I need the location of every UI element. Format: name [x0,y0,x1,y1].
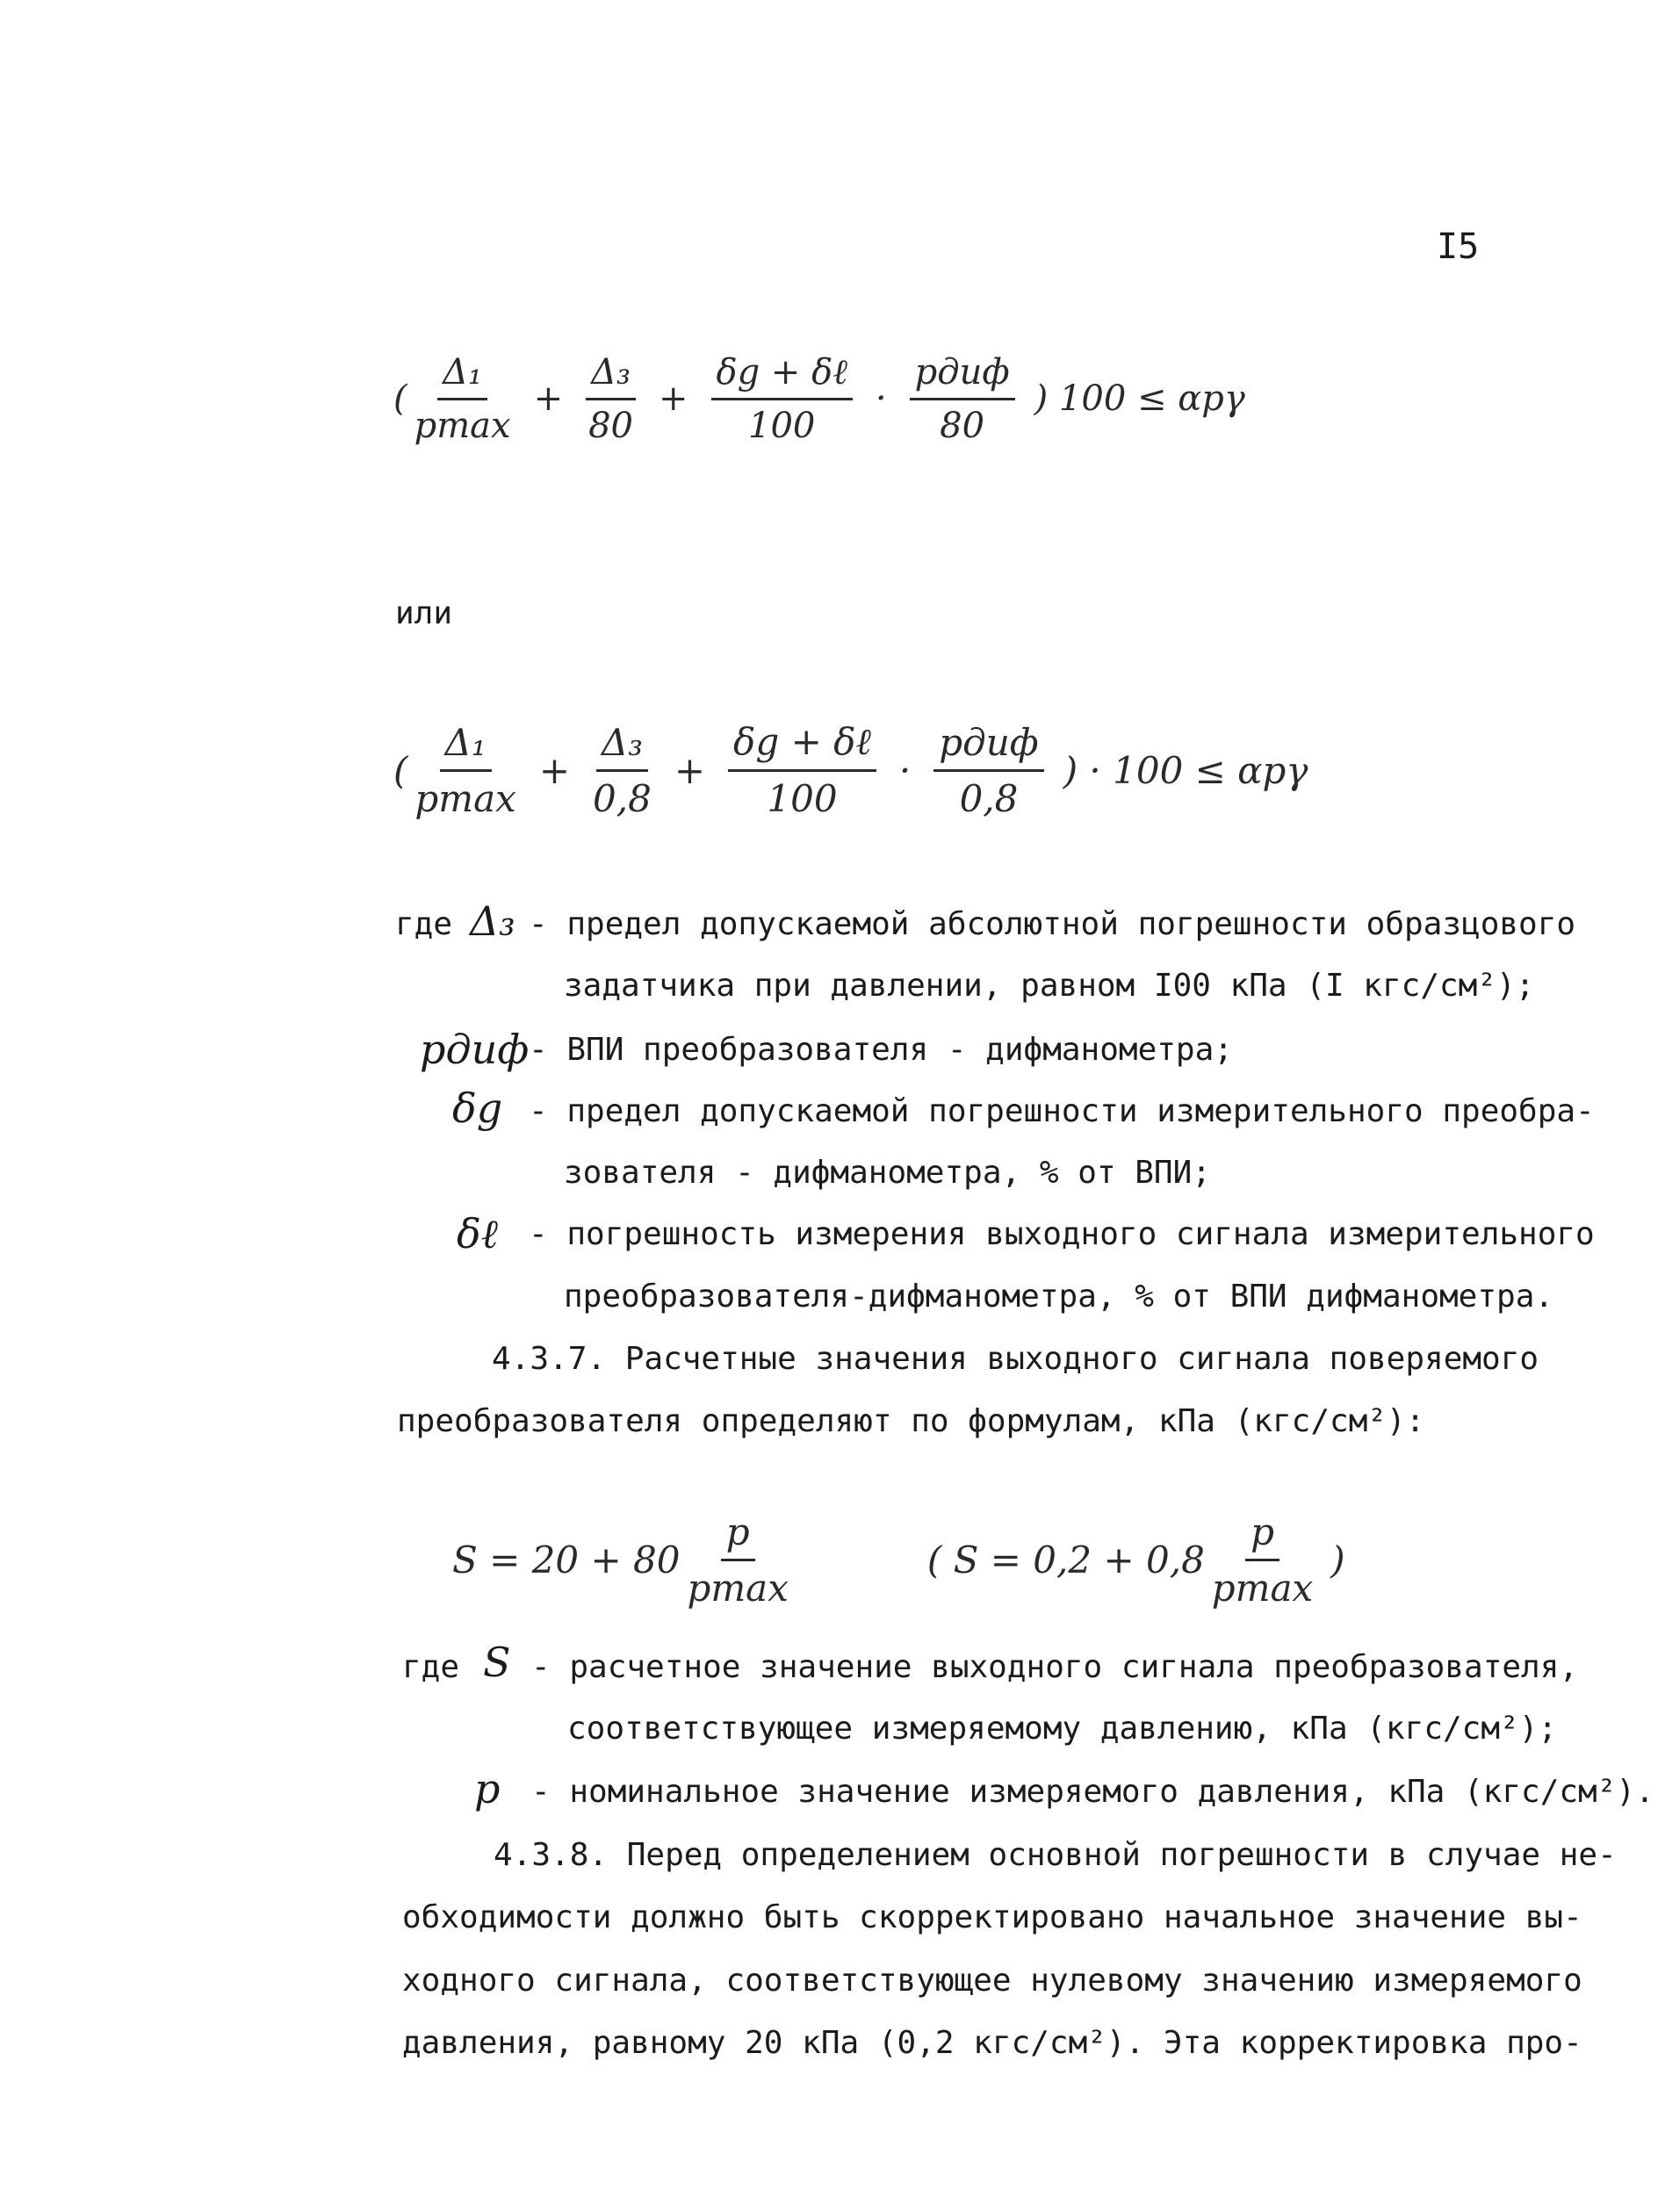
formula-right: ( S = 0,2 + 0,8 [926,1538,1205,1582]
paragraph-line: 4.3.7. Расчетные значения выходного сигнала поверяемого [492,1341,1539,1377]
denominator: pmax [1211,1567,1314,1610]
denominator: 0,8 [593,776,652,820]
formula-1 [393,351,1245,446]
paragraph-line: обходимости должно быть скорректировано начальное значение вы- [402,1899,1582,1935]
numerator: δg + δℓ [728,720,876,772]
fraction [687,1510,788,1610]
definition-line: задатчика при давлении, равном I00 кПа (I кгс/см²); [564,968,1535,1004]
formula-left: S = 20 + 80 [452,1538,681,1582]
where-word: где [395,906,453,942]
numerator: Δ₃ [586,352,636,400]
fraction [414,352,511,446]
fraction [414,721,515,820]
formula-3 [452,1510,1345,1610]
denominator: pmax [687,1567,789,1610]
denominator: 0,8 [959,776,1019,820]
plus-sign: + [533,378,564,419]
dot-operator: · [875,378,887,419]
definition-line: соответствующее измеряемому давлению, кПа (кгс/см²); [567,1711,1558,1747]
page-number: I5 [1437,227,1480,267]
denominator: 80 [588,405,633,446]
formula-tail: ) · 100 ≤ αpγ [1063,748,1308,792]
symbol-delta3: Δ₃ [470,897,515,945]
fraction [910,352,1015,446]
or-word: или [395,595,453,631]
numerator: pдиф [933,721,1043,772]
formula-2 [393,720,1308,820]
numerator: Δ₃ [596,721,648,772]
symbol-s: S [483,1639,511,1686]
numerator: p [1245,1510,1279,1561]
formula-tail: ) 100 ≤ αpγ [1034,378,1245,419]
numerator: pдиф [910,352,1015,400]
definition-line: - ВПИ преобразователя - дифманометра; [529,1032,1233,1068]
denominator: 100 [767,777,838,820]
denominator: 80 [940,405,985,446]
plus-sign: + [538,748,571,792]
denominator: pmax [414,776,516,820]
paragraph-line: преобразователя определяют по формулам, кПа (кгс/см²): [397,1403,1425,1439]
symbol-delta-g: δg [452,1084,503,1132]
plus-sign: + [659,378,688,419]
symbol-delta-l: δℓ [457,1210,498,1257]
paragraph-line: давления, равному 20 кПа (0,2 кгс/см²). Эта корректировка про- [402,2025,1582,2061]
definition-line: - расчетное значение выходного сигнала преобразователя, [531,1649,1579,1685]
symbol-pdif: pдиф [420,1026,530,1073]
definition-line: зователя - дифманометра, % от ВПИ; [564,1155,1211,1191]
paragraph-line: ходного сигнала, соответствующее нулевому значению измеряемого [402,1963,1582,1999]
definition-line: - предел допускаемой абсолютной погрешности образцового [529,906,1576,942]
numerator: δg + δℓ [711,351,853,400]
open-paren: ( [393,378,407,419]
definition-line: - номинальное значение измеряемого давления, кПа (кгс/см²). [531,1774,1654,1810]
denominator: 100 [748,406,816,446]
numerator: p [721,1510,755,1561]
symbol-p: p [474,1765,501,1812]
fraction [1212,1510,1313,1610]
definition-line: - погрешность измерения выходного сигнала измерительного [529,1216,1595,1252]
where-word: где [402,1649,460,1685]
fraction [586,352,636,446]
close-paren: ) [1330,1538,1345,1582]
fraction [711,351,853,446]
open-paren: ( [393,748,408,792]
fraction [933,721,1043,820]
fraction [728,720,876,820]
numerator: Δ₁ [437,352,487,400]
numerator: Δ₁ [440,721,492,772]
fraction [593,721,652,820]
paragraph-line: 4.3.8. Перед определением основной погрешности в случае не- [494,1837,1617,1873]
plus-sign: + [674,748,706,792]
denominator: pmax [414,405,511,446]
definition-line: преобразователя-дифманометра, % от ВПИ дифманометра. [564,1279,1554,1315]
dot-operator: · [898,748,912,792]
definition-line: - предел допускаемой погрешности измерительного преобра- [529,1093,1595,1129]
